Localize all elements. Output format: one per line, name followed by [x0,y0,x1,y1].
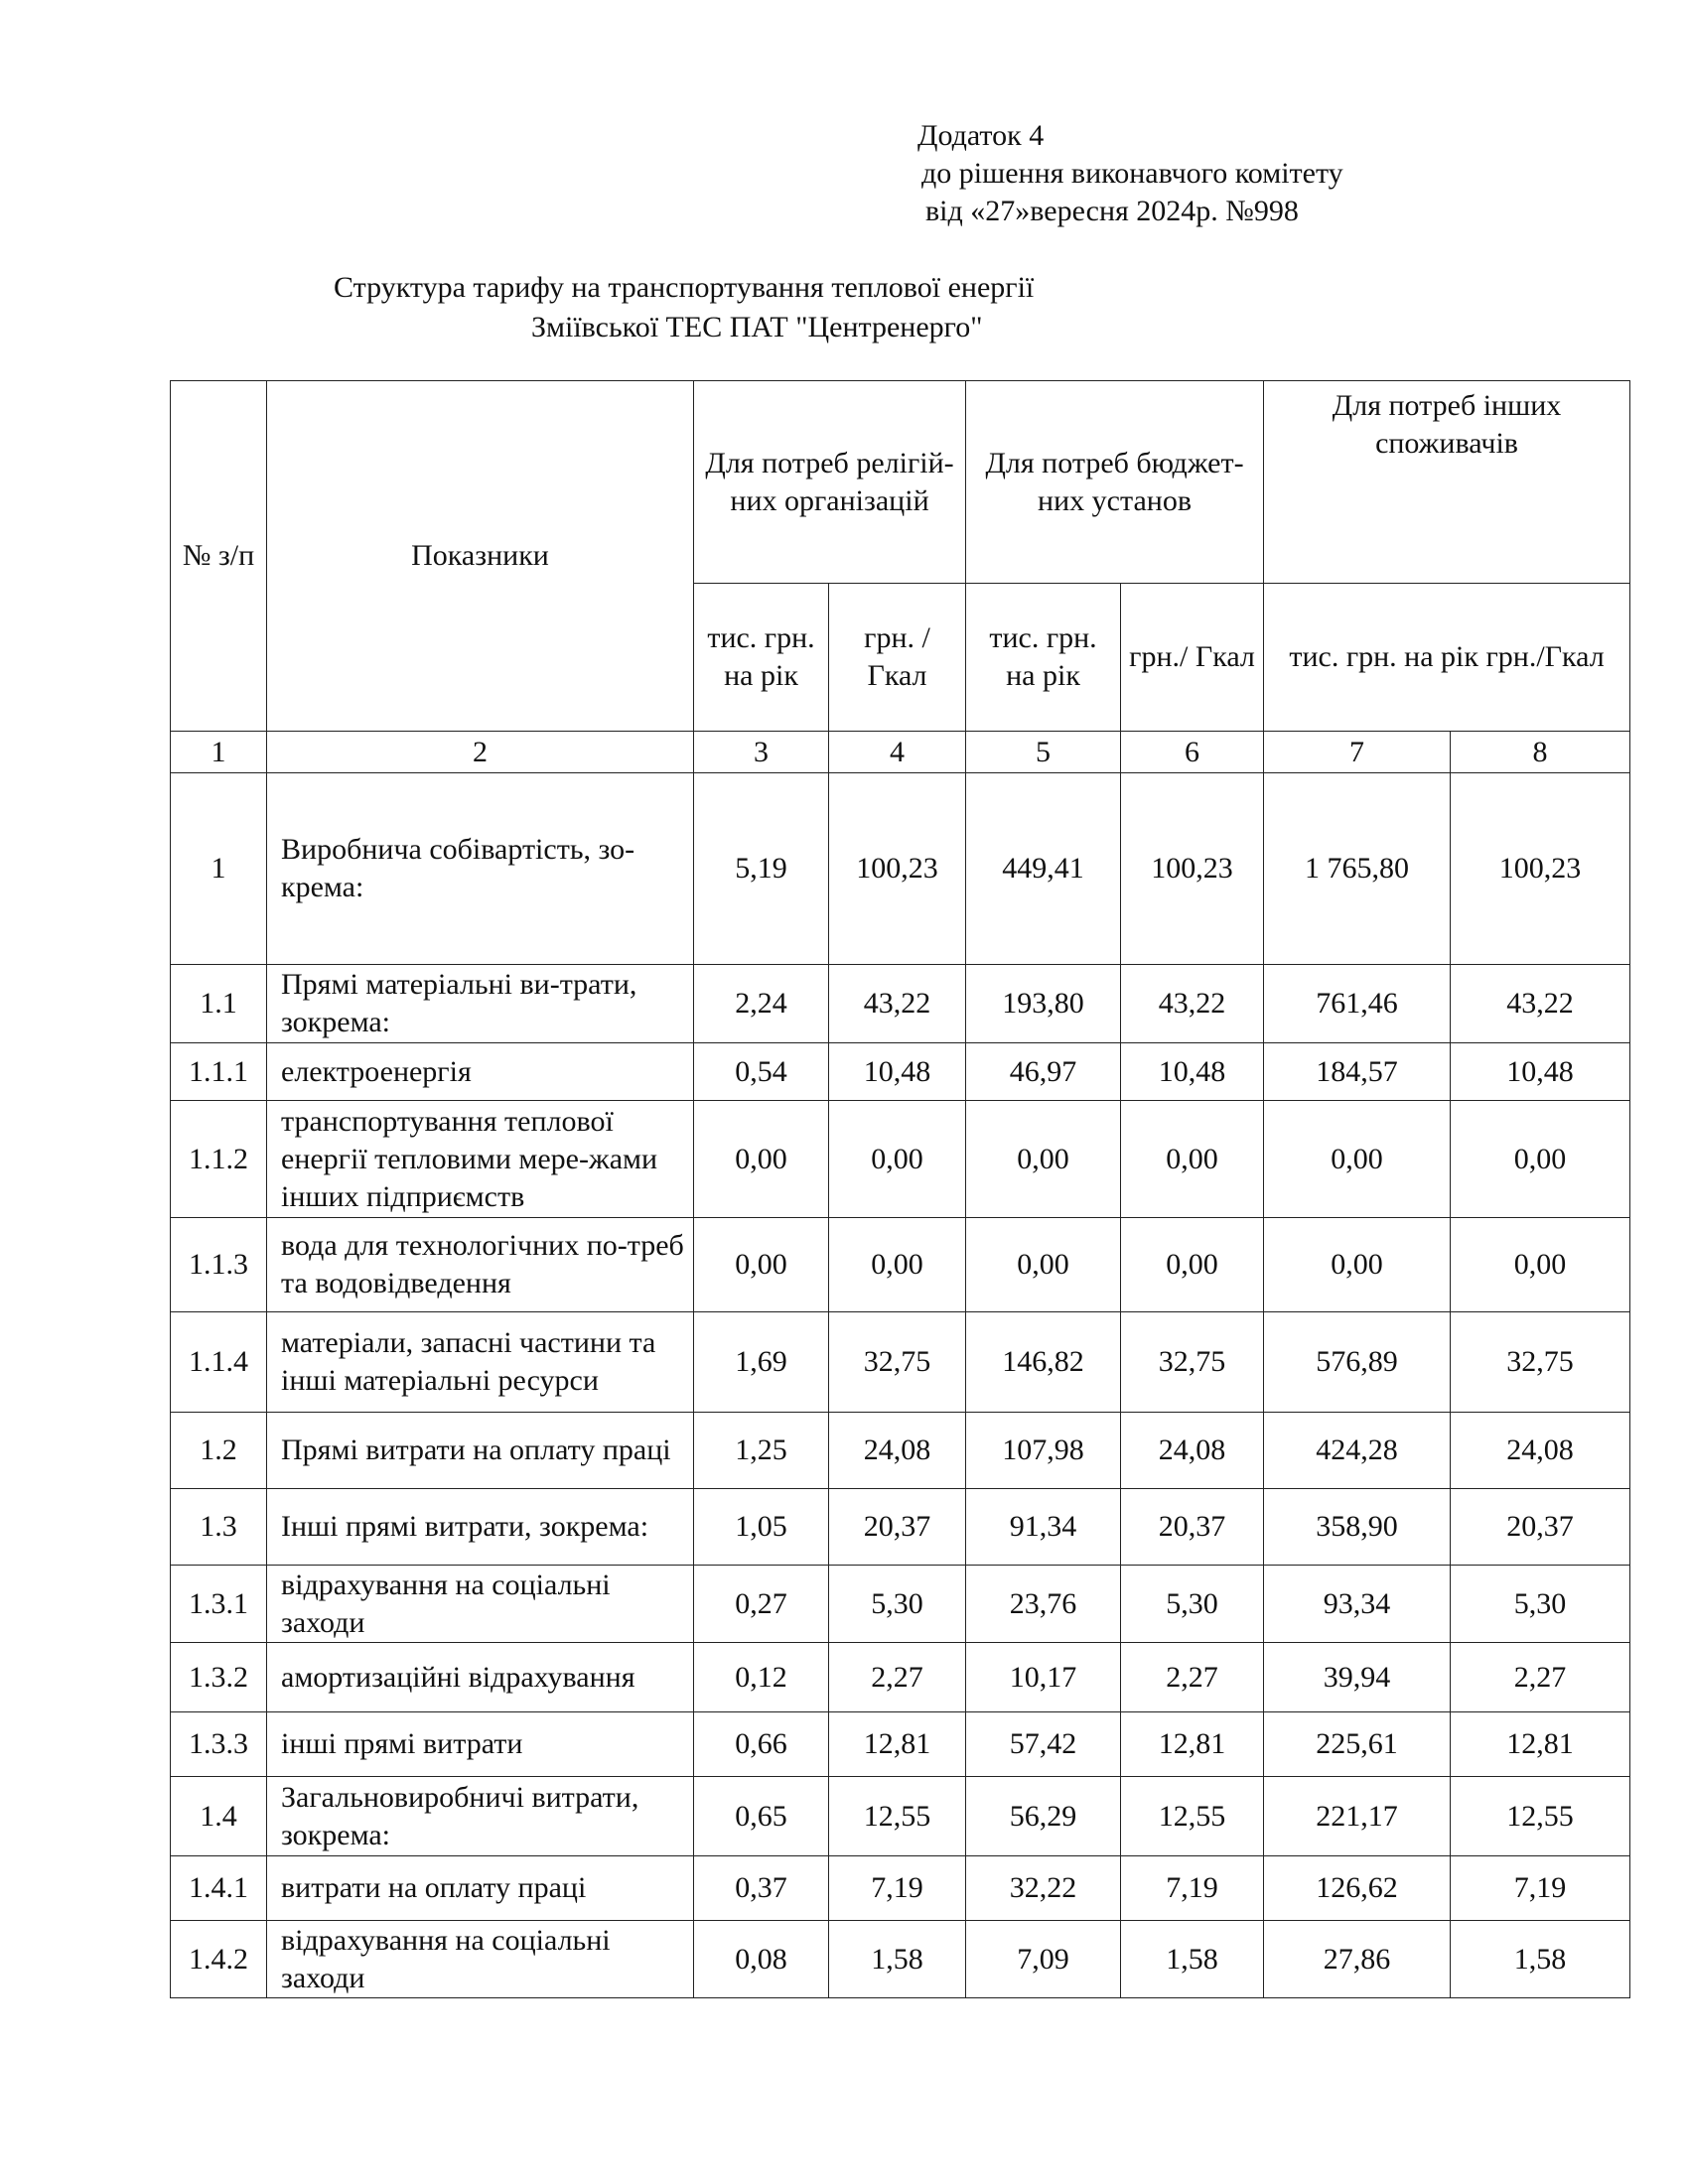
row-value: 24,08 [829,1413,966,1489]
row-value: 57,42 [966,1712,1121,1777]
row-number: 1.3.3 [171,1712,267,1777]
column-number: 6 [1121,732,1264,773]
table-row [171,1921,1630,1998]
row-value: 0,00 [1264,1218,1451,1312]
row-value: 12,81 [829,1712,966,1777]
row-value: 184,57 [1264,1043,1451,1101]
row-indicator: інші прямі витрати [267,1712,694,1777]
row-number: 1.1.2 [171,1101,267,1218]
header-other-consumers: Для потреб інших споживачів [1264,381,1630,584]
row-value: 7,19 [1451,1856,1630,1921]
row-indicator: амортизаційні відрахування [267,1643,694,1712]
table-row [171,773,1630,965]
row-number: 1.1 [171,965,267,1043]
table-row [171,1566,1630,1643]
table-row [171,965,1630,1043]
subheader-uah-per-gcal: грн./ Гкал [1121,584,1264,732]
row-value: 23,76 [966,1566,1121,1643]
row-value: 7,09 [966,1921,1121,1998]
row-value: 107,98 [966,1413,1121,1489]
row-value: 24,08 [1451,1413,1630,1489]
row-value: 39,94 [1264,1643,1451,1712]
row-value: 0,65 [694,1777,829,1856]
row-indicator: Інші прямі витрати, зокрема: [267,1489,694,1566]
row-value: 1,69 [694,1312,829,1413]
column-number: 1 [171,732,267,773]
row-value: 0,00 [966,1218,1121,1312]
row-indicator: електроенергія [267,1043,694,1101]
row-value: 20,37 [1451,1489,1630,1566]
row-value: 10,48 [1451,1043,1630,1101]
table-row [171,1043,1630,1101]
header-budget-institutions: Для потреб бюджет-них установ [966,381,1264,584]
row-value: 0,27 [694,1566,829,1643]
table-row [171,1413,1630,1489]
row-value: 2,27 [1451,1643,1630,1712]
row-indicator: Загальновиробничі витрати, зокрема: [267,1777,694,1856]
row-indicator: Прямі витрати на оплату праці [267,1413,694,1489]
table-row [171,1712,1630,1777]
row-indicator: відрахування на соціальні заходи [267,1921,694,1998]
row-value: 221,17 [1264,1777,1451,1856]
row-indicator: вода для технологічних по-треб та водовідведення [267,1218,694,1312]
header-indicators: Показники [267,381,694,732]
row-value: 27,86 [1264,1921,1451,1998]
row-value: 12,81 [1451,1712,1630,1777]
row-value: 1,25 [694,1413,829,1489]
row-value: 0,54 [694,1043,829,1101]
row-number: 1.1.4 [171,1312,267,1413]
row-value: 43,22 [1121,965,1264,1043]
row-value: 100,23 [1451,773,1630,965]
table-row [171,1777,1630,1856]
row-number: 1.3.2 [171,1643,267,1712]
column-number: 2 [267,732,694,773]
row-number: 1.4.2 [171,1921,267,1998]
row-value: 32,75 [1121,1312,1264,1413]
row-value: 10,17 [966,1643,1121,1712]
document-header [917,117,1343,230]
row-value: 2,27 [1121,1643,1264,1712]
row-value: 0,00 [694,1218,829,1312]
header-number: № з/п [171,381,267,732]
row-value: 56,29 [966,1777,1121,1856]
row-value: 10,48 [829,1043,966,1101]
row-value: 193,80 [966,965,1121,1043]
decision-date: від «27»вересня 2024р. №998 [925,195,1299,227]
row-value: 32,22 [966,1856,1121,1921]
row-value: 43,22 [1451,965,1630,1043]
row-number: 1.4.1 [171,1856,267,1921]
row-value: 0,00 [1451,1218,1630,1312]
row-value: 1,58 [1121,1921,1264,1998]
column-number: 4 [829,732,966,773]
row-value: 5,30 [1451,1566,1630,1643]
row-indicator: транспортування теплової енергії тепловими мере-жами інших підприємств [267,1101,694,1218]
row-value: 32,75 [1451,1312,1630,1413]
column-number: 8 [1451,732,1630,773]
subheader-thousand-uah-per-year: тис. грн. на рік [694,584,829,732]
row-number: 1.4 [171,1777,267,1856]
title-line-1: Структура тарифу на транспортування теплової енергії [334,271,1035,304]
subheader-uah-per-gcal: грн. /Гкал [829,584,966,732]
row-value: 12,55 [1121,1777,1264,1856]
row-indicator: Прямі матеріальні ви-трати, зокрема: [267,965,694,1043]
row-value: 5,30 [1121,1566,1264,1643]
row-value: 10,48 [1121,1043,1264,1101]
row-value: 0,00 [1451,1101,1630,1218]
decision-reference: до рішення виконавчого комітету [921,157,1343,190]
row-value: 358,90 [1264,1489,1451,1566]
table-row [171,1312,1630,1413]
subheader-other-consumers-units: тис. грн. на рік грн./Гкал [1264,584,1630,732]
appendix-label: Додаток 4 [917,119,1045,152]
row-value: 24,08 [1121,1413,1264,1489]
row-value: 46,97 [966,1043,1121,1101]
row-value: 5,19 [694,773,829,965]
row-value: 12,81 [1121,1712,1264,1777]
row-value: 32,75 [829,1312,966,1413]
row-value: 2,27 [829,1643,966,1712]
row-number: 1.1.1 [171,1043,267,1101]
row-value: 7,19 [829,1856,966,1921]
row-indicator: Виробнича собівартість, зо-крема: [267,773,694,965]
row-value: 1,58 [1451,1921,1630,1998]
row-value: 12,55 [1451,1777,1630,1856]
row-value: 0,00 [966,1101,1121,1218]
row-value: 5,30 [829,1566,966,1643]
table-row [171,1101,1630,1218]
row-value: 761,46 [1264,965,1451,1043]
row-indicator: витрати на оплату праці [267,1856,694,1921]
row-value: 0,37 [694,1856,829,1921]
subheader-thousand-uah-per-year: тис. грн. на рік [966,584,1121,732]
row-number: 1.1.3 [171,1218,267,1312]
row-number: 1.3 [171,1489,267,1566]
title-line-2: Зміївської ТЕС ПАТ "Центренерго" [531,311,983,343]
row-value: 225,61 [1264,1712,1451,1777]
row-value: 0,00 [1121,1101,1264,1218]
row-value: 576,89 [1264,1312,1451,1413]
table-row [171,1643,1630,1712]
row-value: 100,23 [1121,773,1264,965]
row-value: 0,00 [694,1101,829,1218]
row-value: 20,37 [829,1489,966,1566]
row-value: 146,82 [966,1312,1121,1413]
row-indicator: відрахування на соціальні заходи [267,1566,694,1643]
row-value: 0,00 [829,1101,966,1218]
row-value: 93,34 [1264,1566,1451,1643]
table-row [171,1218,1630,1312]
row-value: 12,55 [829,1777,966,1856]
table-body [171,773,1630,1998]
table-row [171,1856,1630,1921]
row-value: 20,37 [1121,1489,1264,1566]
row-value: 0,00 [829,1218,966,1312]
row-value: 0,00 [1264,1101,1451,1218]
column-number: 7 [1264,732,1451,773]
column-number: 3 [694,732,829,773]
row-value: 7,19 [1121,1856,1264,1921]
row-value: 100,23 [829,773,966,965]
table-row [171,1489,1630,1566]
row-value: 43,22 [829,965,966,1043]
header-religious-organizations: Для потреб релігій-них організацій [694,381,966,584]
row-value: 91,34 [966,1489,1121,1566]
row-value: 1,05 [694,1489,829,1566]
row-value: 2,24 [694,965,829,1043]
row-value: 0,00 [1121,1218,1264,1312]
row-value: 1,58 [829,1921,966,1998]
row-value: 0,08 [694,1921,829,1998]
row-value: 424,28 [1264,1413,1451,1489]
row-value: 126,62 [1264,1856,1451,1921]
row-number: 1 [171,773,267,965]
row-number: 1.2 [171,1413,267,1489]
row-number: 1.3.1 [171,1566,267,1643]
tariff-table [170,380,1630,1998]
row-value: 449,41 [966,773,1121,965]
row-value: 0,12 [694,1643,829,1712]
column-number: 5 [966,732,1121,773]
row-value: 1 765,80 [1264,773,1451,965]
row-indicator: матеріали, запасні частини та інші матеріальні ресурси [267,1312,694,1413]
row-value: 0,66 [694,1712,829,1777]
